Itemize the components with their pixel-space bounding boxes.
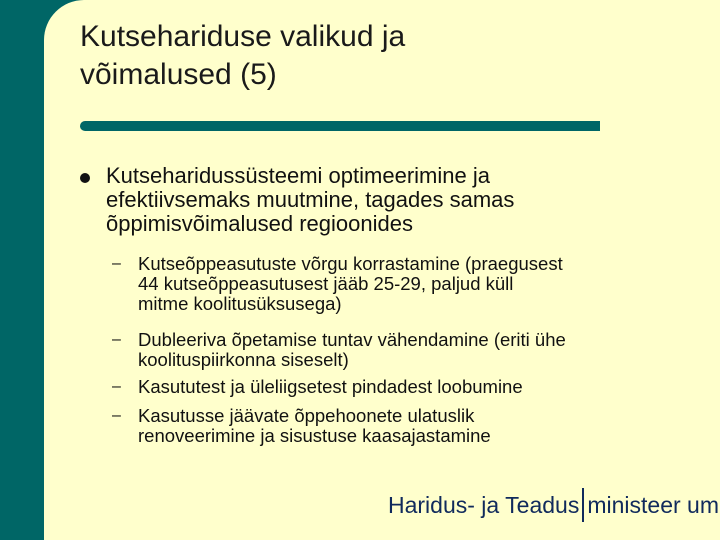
dash-icon: – (112, 378, 121, 395)
main-bullet-line: õppimisvõimalused regioonides (106, 211, 413, 236)
sub-bullet-2 (112, 329, 708, 370)
sub-bullet-1 (112, 253, 708, 314)
title-divider (80, 121, 600, 131)
sub-bullet-line: renoveerimine ja sisustuse kaasajastamine (138, 425, 491, 446)
sub-bullet-line: mitme koolitusüksusega) (138, 293, 342, 314)
main-bullet (106, 164, 666, 236)
sub-bullet-line: 44 kutseõppeasutusest jääb 25-29, paljud küll (138, 273, 514, 294)
sub-bullet-line: Kasututest ja üleliigsetest pindadest loobumine (138, 376, 523, 397)
main-bullet-line: efektiivsemaks muutmine, tagades samas (106, 187, 515, 212)
sub-bullet-line: Dubleeriva õpetamise tuntav vähendamine (eriti ühe (138, 329, 566, 350)
ministry-logo (388, 488, 719, 522)
bullet-dot-icon (80, 173, 90, 183)
sub-bullet-line: Kasutusse jäävate õppehoonete ulatuslik (138, 405, 475, 426)
main-bullet-line: Kutseharidussüsteemi optimeerimine ja (106, 163, 490, 188)
sub-bullet-line: koolituspiirkonna siseselt) (138, 349, 349, 370)
title-line-2: võimalused (5) (80, 58, 277, 91)
slide-title (80, 18, 680, 94)
sub-bullet-3 (112, 376, 708, 397)
dash-icon: – (112, 331, 121, 348)
sub-bullet-4 (112, 405, 708, 446)
logo-separator (582, 488, 584, 522)
logo-part-2: ministeer um (587, 491, 720, 518)
title-line-1: Kutsehariduse valikud ja (80, 20, 406, 53)
dash-icon: – (112, 255, 121, 272)
sub-bullet-line: Kutseõppeasutuste võrgu korrastamine (praegusest (138, 253, 563, 274)
dash-icon: – (112, 407, 121, 424)
logo-part-1: Haridus- ja Teadus (388, 491, 580, 518)
